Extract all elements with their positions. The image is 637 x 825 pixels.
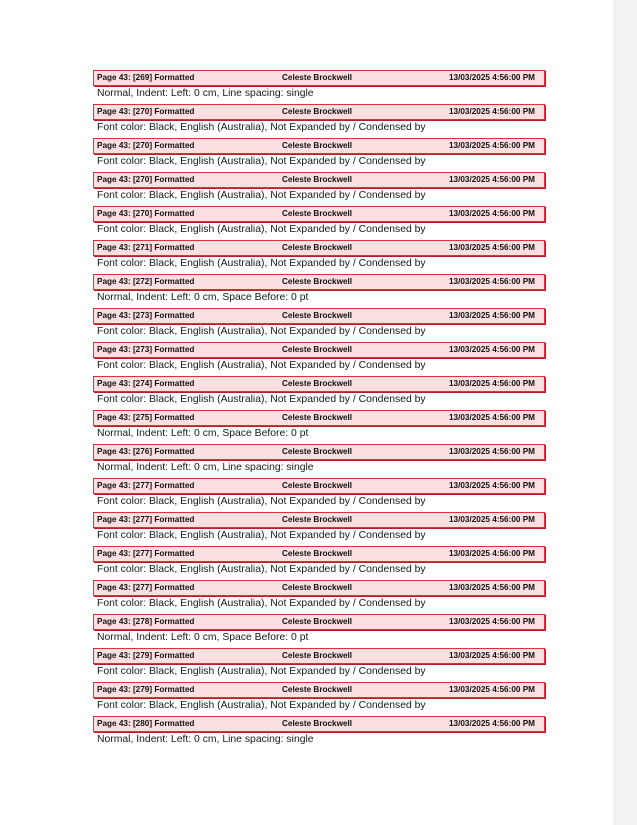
change-author: Celeste Brockwell <box>282 345 353 354</box>
change-reference: Page 43: [270] Formatted <box>97 209 195 218</box>
change-date: 13/03/2025 4:56:00 PM <box>448 73 535 82</box>
list-item <box>93 512 545 546</box>
change-detail: Font color: Black, English (Australia), Not Expanded by / Condensed by <box>97 666 426 677</box>
list-item <box>93 172 545 206</box>
change-detail: Font color: Black, English (Australia), Not Expanded by / Condensed by <box>97 496 426 507</box>
change-detail: Normal, Indent: Left: 0 cm, Space Before: 0 pt <box>97 632 309 643</box>
list-item <box>93 478 545 512</box>
change-date: 13/03/2025 4:56:00 PM <box>448 617 535 626</box>
change-reference: Page 43: [277] Formatted <box>97 481 195 490</box>
change-author: Celeste Brockwell <box>282 141 353 150</box>
change-reference: Page 43: [273] Formatted <box>97 311 195 320</box>
change-date: 13/03/2025 4:56:00 PM <box>448 413 535 422</box>
change-header <box>93 70 545 86</box>
change-reference: Page 43: [270] Formatted <box>97 175 195 184</box>
change-author: Celeste Brockwell <box>282 413 353 422</box>
change-header <box>93 206 545 222</box>
change-reference: Page 43: [274] Formatted <box>97 379 195 388</box>
change-reference: Page 43: [277] Formatted <box>97 583 195 592</box>
change-reference: Page 43: [277] Formatted <box>97 549 195 558</box>
change-header <box>93 376 545 392</box>
change-author: Celeste Brockwell <box>282 243 353 252</box>
change-author: Celeste Brockwell <box>282 73 353 82</box>
change-detail: Font color: Black, English (Australia), Not Expanded by / Condensed by <box>97 530 426 541</box>
change-author: Celeste Brockwell <box>282 311 353 320</box>
change-reference: Page 43: [278] Formatted <box>97 617 195 626</box>
change-date: 13/03/2025 4:56:00 PM <box>448 345 535 354</box>
formatting-change-list <box>93 70 545 750</box>
change-detail: Normal, Indent: Left: 0 cm, Space Before: 0 pt <box>97 428 309 439</box>
change-detail: Normal, Indent: Left: 0 cm, Line spacing: single <box>97 88 314 99</box>
change-detail: Font color: Black, English (Australia), Not Expanded by / Condensed by <box>97 598 426 609</box>
change-detail: Font color: Black, English (Australia), Not Expanded by / Condensed by <box>97 394 426 405</box>
change-author: Celeste Brockwell <box>282 685 353 694</box>
change-detail: Font color: Black, English (Australia), Not Expanded by / Condensed by <box>97 360 426 371</box>
change-date: 13/03/2025 4:56:00 PM <box>448 141 535 150</box>
change-reference: Page 43: [272] Formatted <box>97 277 195 286</box>
change-date: 13/03/2025 4:56:00 PM <box>448 583 535 592</box>
change-header <box>93 444 545 460</box>
change-date: 13/03/2025 4:56:00 PM <box>448 243 535 252</box>
window-scroll-gutter[interactable] <box>614 0 637 825</box>
change-header <box>93 614 545 630</box>
change-detail: Font color: Black, English (Australia), Not Expanded by / Condensed by <box>97 156 426 167</box>
change-detail: Font color: Black, English (Australia), Not Expanded by / Condensed by <box>97 258 426 269</box>
change-author: Celeste Brockwell <box>282 107 353 116</box>
list-item <box>93 138 545 172</box>
change-reference: Page 43: [270] Formatted <box>97 107 195 116</box>
change-reference: Page 43: [279] Formatted <box>97 651 195 660</box>
list-item <box>93 546 545 580</box>
list-item <box>93 444 545 478</box>
change-reference: Page 43: [280] Formatted <box>97 719 195 728</box>
change-author: Celeste Brockwell <box>282 447 353 456</box>
change-header <box>93 410 545 426</box>
change-header <box>93 240 545 256</box>
change-header <box>93 580 545 596</box>
change-detail: Font color: Black, English (Australia), Not Expanded by / Condensed by <box>97 122 426 133</box>
change-detail: Normal, Indent: Left: 0 cm, Line spacing: single <box>97 462 314 473</box>
change-reference: Page 43: [270] Formatted <box>97 141 195 150</box>
change-date: 13/03/2025 4:56:00 PM <box>448 175 535 184</box>
change-date: 13/03/2025 4:56:00 PM <box>448 549 535 558</box>
change-header <box>93 342 545 358</box>
change-header <box>93 682 545 698</box>
change-date: 13/03/2025 4:56:00 PM <box>448 277 535 286</box>
change-author: Celeste Brockwell <box>282 175 353 184</box>
list-item <box>93 104 545 138</box>
change-reference: Page 43: [273] Formatted <box>97 345 195 354</box>
change-detail: Font color: Black, English (Australia), Not Expanded by / Condensed by <box>97 326 426 337</box>
change-date: 13/03/2025 4:56:00 PM <box>448 685 535 694</box>
change-date: 13/03/2025 4:56:00 PM <box>448 311 535 320</box>
list-item <box>93 580 545 614</box>
change-header <box>93 546 545 562</box>
change-author: Celeste Brockwell <box>282 583 353 592</box>
change-author: Celeste Brockwell <box>282 481 353 490</box>
list-item <box>93 410 545 444</box>
change-detail: Font color: Black, English (Australia), Not Expanded by / Condensed by <box>97 564 426 575</box>
change-header <box>93 138 545 154</box>
change-reference: Page 43: [277] Formatted <box>97 515 195 524</box>
change-header <box>93 104 545 120</box>
change-author: Celeste Brockwell <box>282 651 353 660</box>
list-item <box>93 682 545 716</box>
change-date: 13/03/2025 4:56:00 PM <box>448 379 535 388</box>
change-author: Celeste Brockwell <box>282 209 353 218</box>
change-header <box>93 274 545 290</box>
change-detail: Normal, Indent: Left: 0 cm, Line spacing: single <box>97 734 314 745</box>
change-reference: Page 43: [271] Formatted <box>97 243 195 252</box>
change-author: Celeste Brockwell <box>282 719 353 728</box>
list-item <box>93 716 545 750</box>
change-date: 13/03/2025 4:56:00 PM <box>448 447 535 456</box>
change-author: Celeste Brockwell <box>282 617 353 626</box>
change-reference: Page 43: [276] Formatted <box>97 447 195 456</box>
change-header <box>93 172 545 188</box>
list-item <box>93 206 545 240</box>
change-author: Celeste Brockwell <box>282 277 353 286</box>
list-item <box>93 614 545 648</box>
change-header <box>93 478 545 494</box>
change-header <box>93 716 545 732</box>
change-author: Celeste Brockwell <box>282 515 353 524</box>
change-detail: Font color: Black, English (Australia), Not Expanded by / Condensed by <box>97 190 426 201</box>
list-item <box>93 240 545 274</box>
change-date: 13/03/2025 4:56:00 PM <box>448 107 535 116</box>
change-reference: Page 43: [269] Formatted <box>97 73 195 82</box>
change-header <box>93 512 545 528</box>
change-date: 13/03/2025 4:56:00 PM <box>448 209 535 218</box>
change-date: 13/03/2025 4:56:00 PM <box>448 719 535 728</box>
change-detail: Font color: Black, English (Australia), Not Expanded by / Condensed by <box>97 700 426 711</box>
change-date: 13/03/2025 4:56:00 PM <box>448 481 535 490</box>
list-item <box>93 342 545 376</box>
change-reference: Page 43: [275] Formatted <box>97 413 195 422</box>
change-detail: Normal, Indent: Left: 0 cm, Space Before: 0 pt <box>97 292 309 303</box>
change-reference: Page 43: [279] Formatted <box>97 685 195 694</box>
list-item <box>93 274 545 308</box>
list-item <box>93 648 545 682</box>
change-author: Celeste Brockwell <box>282 379 353 388</box>
list-item <box>93 70 545 104</box>
change-header <box>93 308 545 324</box>
change-date: 13/03/2025 4:56:00 PM <box>448 515 535 524</box>
change-date: 13/03/2025 4:56:00 PM <box>448 651 535 660</box>
change-detail: Font color: Black, English (Australia), Not Expanded by / Condensed by <box>97 224 426 235</box>
change-header <box>93 648 545 664</box>
list-item <box>93 308 545 342</box>
list-item <box>93 376 545 410</box>
change-author: Celeste Brockwell <box>282 549 353 558</box>
